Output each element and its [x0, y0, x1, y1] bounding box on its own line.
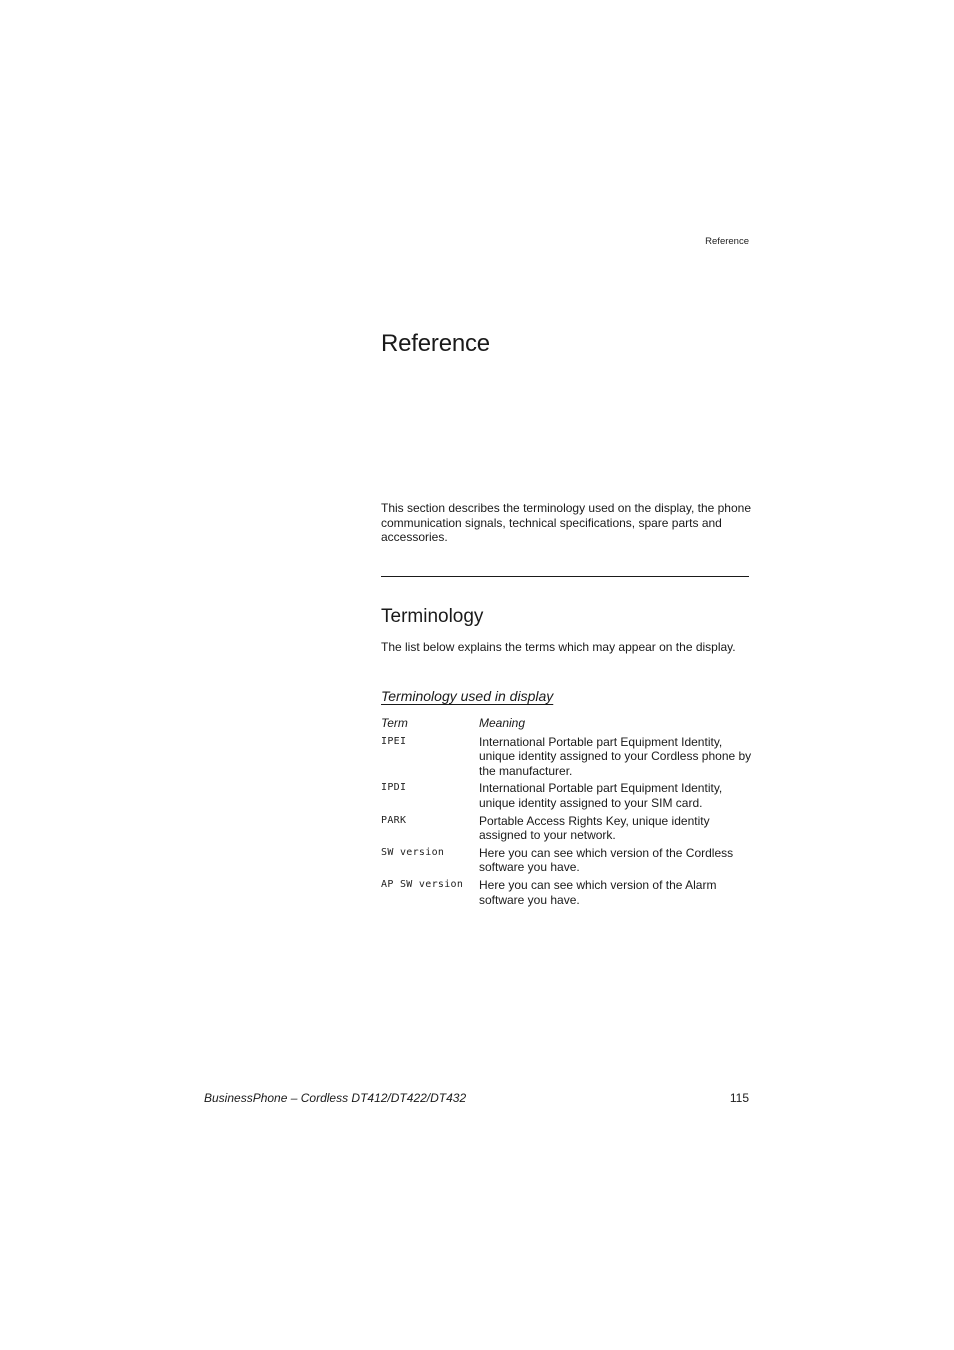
meaning-cell: International Portable part Equipment Identity, unique identity assigned to your Cordless phone by the manufacturer.	[479, 734, 752, 778]
term-cell: IPEI	[381, 735, 407, 747]
meaning-cell: Here you can see which version of the Alarm software you have.	[479, 877, 717, 907]
running-header: Reference	[705, 236, 749, 247]
section-divider	[381, 576, 749, 577]
page-number: 115	[729, 1091, 749, 1105]
chapter-intro: This section describes the terminology used on the display, the phone communication signals, technical specifications, spare parts and accessories.	[381, 501, 751, 545]
table-row	[381, 814, 753, 846]
table-row	[381, 878, 753, 910]
meaning-cell: International Portable part Equipment Identity, unique identity assigned to your SIM card.	[479, 781, 723, 810]
meaning-cell: Portable Access Rights Key, unique identity assigned to your network.	[479, 813, 710, 843]
chapter-title: Reference	[381, 330, 490, 357]
subsection-title: Terminology used in display	[381, 688, 554, 704]
term-cell: SW version	[381, 846, 445, 858]
term-cell: IPDI	[381, 782, 407, 794]
table-row	[381, 846, 753, 878]
footer-title: BusinessPhone – Cordless DT412/DT422/DT432	[204, 1091, 467, 1105]
section-title: Terminology	[381, 606, 484, 627]
table-row	[381, 735, 753, 782]
column-header-meaning: Meaning	[479, 716, 526, 730]
column-header-term: Term	[381, 716, 408, 730]
terminology-table	[381, 716, 753, 910]
section-intro: The list below explains the terms which may appear on the display.	[381, 640, 736, 654]
meaning-cell: Here you can see which version of the Cordless software you have.	[479, 845, 734, 875]
term-cell: AP SW version	[381, 878, 464, 890]
table-header-row	[381, 716, 753, 735]
term-cell: PARK	[381, 814, 407, 826]
table-row	[381, 781, 753, 813]
